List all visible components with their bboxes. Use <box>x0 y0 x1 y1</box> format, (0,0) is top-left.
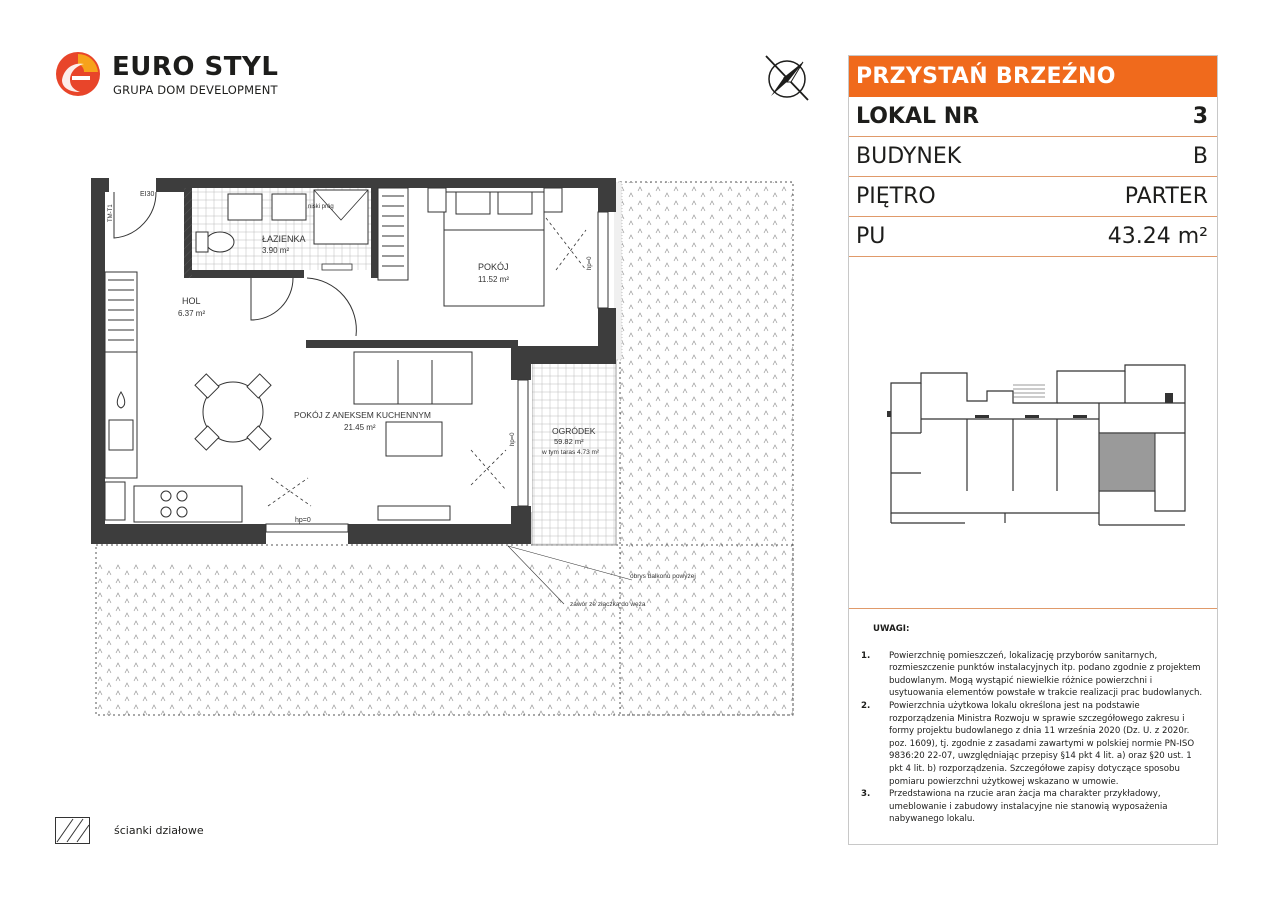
brand-name: EURO STYL <box>112 52 279 82</box>
meter-label: TM-T1 <box>108 204 114 222</box>
bathroom-sink <box>228 194 262 220</box>
bedroom-name: POKÓJ <box>478 262 509 272</box>
info-value: 43.24 m² <box>1107 224 1208 249</box>
building-key-plan <box>885 363 1195 527</box>
notes-section <box>849 609 1217 826</box>
floor-plan <box>86 160 806 730</box>
toilet <box>206 232 234 252</box>
north-arrow-icon <box>758 52 816 104</box>
note-text: Powierzchnię pomieszczeń, lokalizację przyborów sanitarnych, rozmieszczenie punktów instalacyjnych itp. podano zgodnie z projektem budowlanym. Mogą wystąpić niewielkie różnice powierzchni i usytuowania elementów powstałe w trakcie realizacji prac budowlanych. <box>889 650 1203 699</box>
living-room-area: 21.45 m² <box>344 423 376 432</box>
washing-machine <box>272 194 306 220</box>
shower <box>314 190 368 244</box>
info-value: PARTER <box>1124 184 1208 209</box>
window-hp-bedroom: hp=0 <box>587 256 593 270</box>
note-text: Przedstawiona na rzucie aran żacja ma charakter przykładowy, umeblowanie i zabudowy instalacyjne nie stanowią wyposażenia nabywanego lokalu. <box>889 789 1168 825</box>
info-label: BUDYNEK <box>856 144 962 169</box>
info-value: 3 <box>1192 104 1208 129</box>
water-valve-note: zawór ze złączką do węża <box>570 601 646 608</box>
garden-area: 59.82 m² <box>554 437 584 446</box>
bathroom-name: ŁAZIENKA <box>262 234 306 244</box>
brand-mark-icon <box>54 50 102 98</box>
project-name: PRZYSTAŃ BRZEŹNO <box>849 56 1217 97</box>
key-plan-section <box>849 257 1217 609</box>
info-row-unit <box>849 97 1217 137</box>
garden-bottom <box>96 562 793 718</box>
bedroom-area: 11.52 m² <box>478 275 509 284</box>
hall-area: 6.37 m² <box>178 309 206 318</box>
notes-title: UWAGI: <box>873 624 910 634</box>
info-panel <box>848 55 1218 845</box>
coffee-table <box>386 422 442 456</box>
door-rating: EI30 <box>140 191 155 198</box>
bathroom-area: 3.90 m² <box>262 246 290 255</box>
garden-right <box>620 182 793 562</box>
note-number: 1. <box>861 650 871 661</box>
partition-wall-legend-icon <box>55 817 90 844</box>
brand-subtitle: GRUPA DOM DEVELOPMENT <box>113 83 278 97</box>
note-text: Powierzchnia użytkowa lokalu określona jest na podstawie rozporządzenia Ministra Rozwoju w sprawie szczegółowego zakresu i formy projektu budowlanego z dnia 11 września 2020 (Dz. U. z 2020r. poz. 1609), tj. zgodnie z zasadami zawartymi w polskiej normie PN-ISO 9836:20 22-07, uwzględniając przepisy §14 pkt 4 lit. a) oraz §20 ust. 1 pkt 4 lit. b) rozporządzenia. Szczegółowe zapisy dotyczące sposobu pomiaru powierzchni użytkowej wskazano w umowie. <box>889 700 1195 787</box>
info-row-area <box>849 217 1217 257</box>
note-number: 2. <box>861 700 871 711</box>
note-item <box>861 788 1205 826</box>
window-hp-living: hp=0 <box>295 517 311 524</box>
floor-plan-drawing <box>86 160 806 730</box>
brand-logo <box>54 50 284 102</box>
note-item <box>861 650 1205 700</box>
info-row-building <box>849 137 1217 177</box>
tv-cabinet <box>378 506 450 520</box>
highlighted-unit <box>1099 433 1155 491</box>
threshold-label: niski próg <box>308 204 334 210</box>
legend-label: ścianki działowe <box>114 824 204 837</box>
info-label: PIĘTRO <box>856 184 936 209</box>
note-item <box>861 700 1205 788</box>
kitchen-counter <box>105 352 137 478</box>
note-number: 3. <box>861 789 871 800</box>
window-hp-terrace: hp=0 <box>510 432 516 446</box>
sofa <box>354 352 472 404</box>
info-row-floor <box>849 177 1217 217</box>
garden-name: OGRÓDEK <box>552 426 596 436</box>
info-value: B <box>1192 144 1208 169</box>
terrace-area: w tym taras 4.73 m² <box>542 449 600 456</box>
info-label: PU <box>856 224 886 249</box>
hall-name: HOL <box>182 296 201 306</box>
balcony-outline-note: obrys balkonu powyżej <box>630 573 696 580</box>
info-label: LOKAL NR <box>856 104 980 129</box>
living-room-name: POKÓJ Z ANEKSEM KUCHENNYM <box>294 410 431 420</box>
